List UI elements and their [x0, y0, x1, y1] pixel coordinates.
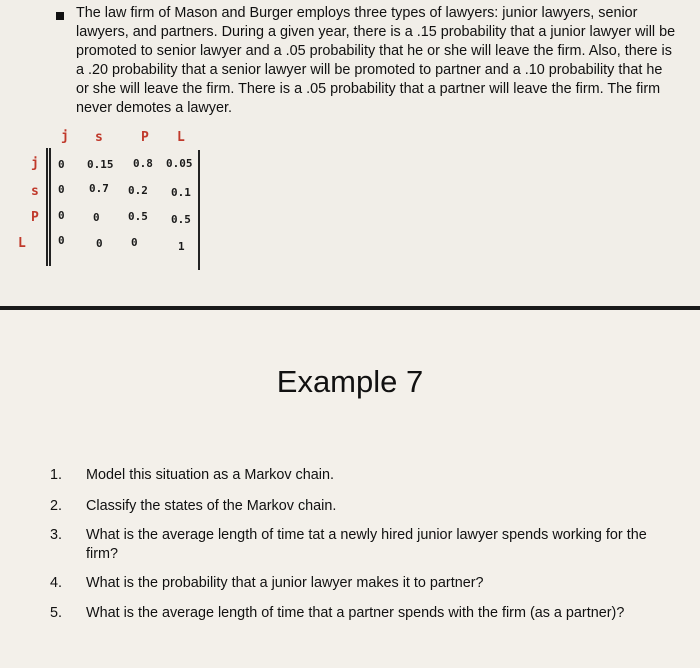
- matrix-cell: 0.7: [89, 182, 109, 195]
- matrix-col-header-junior: j: [61, 129, 69, 144]
- question-text: Classify the states of the Markov chain.: [86, 498, 337, 514]
- top-slide: [0, 0, 700, 306]
- question-number: 5.: [50, 605, 63, 621]
- matrix-cell: 0.8: [133, 157, 153, 170]
- matrix-row-header-senior: s: [31, 184, 39, 199]
- question-text: What is the probability that a junior lawyer makes it to partner?: [86, 575, 484, 591]
- matrix-right-bracket: [198, 150, 200, 270]
- question-number: 3.: [50, 527, 63, 543]
- matrix-col-header-senior: s: [95, 130, 103, 145]
- question-text: Model this situation as a Markov chain.: [86, 467, 334, 483]
- matrix-cell: 0: [58, 209, 65, 222]
- matrix-cell: 0.2: [128, 184, 148, 197]
- question-text: What is the average length of time that a partner spends with the firm (as a partner)?: [86, 605, 625, 621]
- question-number: 2.: [50, 498, 63, 514]
- matrix-cell: 0: [58, 234, 65, 247]
- matrix-cell: 0.5: [128, 210, 148, 223]
- problem-statement: The law firm of Mason and Burger employs three types of lawyers: junior lawyers, senior lawyers, and partners. During a given year, there is a .15 probability that a junior lawyer will be promoted to senior lawyer and a .05 probability that he or she will leave the firm. Also, there is a .20 probability that a senior lawyer will be promoted to partner and a .10 probability that he or she will leave the firm. There is a .05 probability that a partner will leave the firm. The firm never demotes a lawyer.: [76, 5, 676, 116]
- matrix-cell: 0.15: [87, 158, 114, 171]
- matrix-cell: 0.1: [171, 186, 191, 199]
- matrix-cell: 0: [93, 211, 100, 224]
- matrix-left-bracket: [46, 148, 48, 266]
- bullet-square-icon: [56, 12, 64, 20]
- matrix-left-bracket-inner: [49, 148, 51, 266]
- matrix-cell: 0: [58, 158, 65, 171]
- matrix-cell: 0: [96, 237, 103, 250]
- question-text: What is the average length of time tat a newly hired junior lawyer spends working for the firm?: [86, 527, 647, 562]
- matrix-cell: 0.05: [166, 157, 193, 170]
- matrix-row-header-junior: j: [31, 156, 39, 171]
- matrix-row-header-partner: P: [31, 210, 39, 225]
- example-title: Example 7: [276, 364, 424, 399]
- matrix-row-header-leave: L: [18, 236, 26, 251]
- matrix-col-header-partner: P: [141, 130, 149, 145]
- matrix-cell: 0: [131, 236, 138, 249]
- question-number: 1.: [50, 467, 63, 483]
- question-number: 4.: [50, 575, 63, 591]
- matrix-col-header-leave: L: [177, 130, 185, 145]
- matrix-cell: 1: [178, 240, 185, 253]
- matrix-cell: 0.5: [171, 213, 191, 226]
- matrix-cell: 0: [58, 183, 65, 196]
